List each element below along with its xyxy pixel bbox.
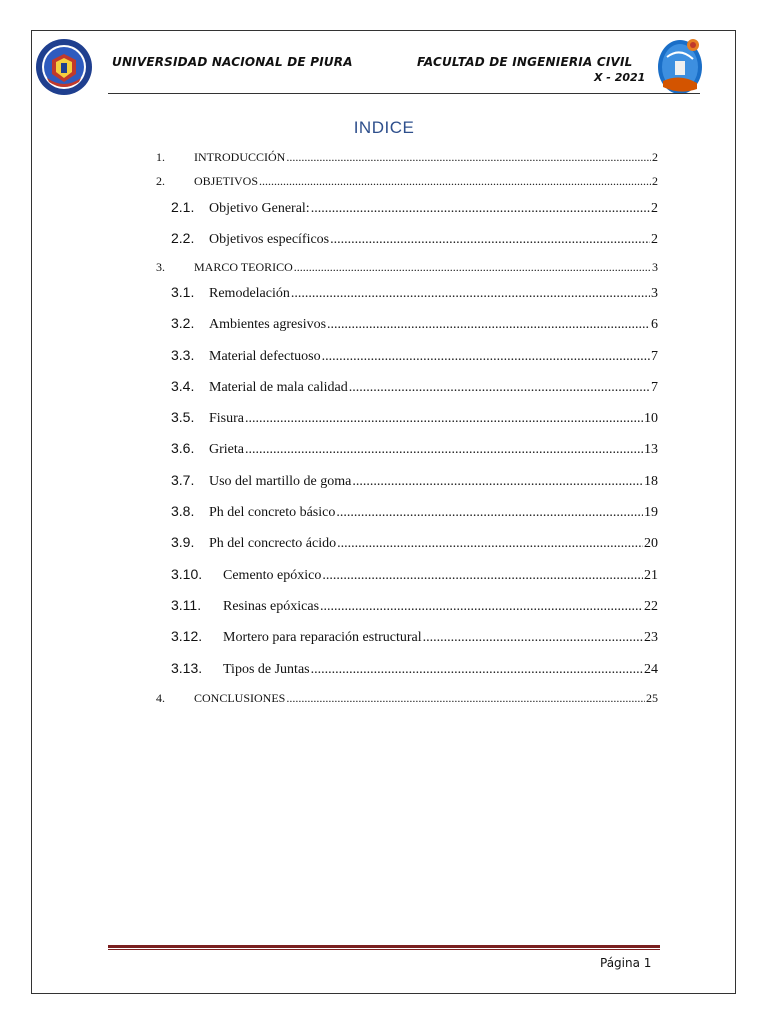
header-rule	[108, 93, 700, 94]
page-number: Página 1	[600, 956, 652, 970]
toc-entry-ambientes-agresivos[interactable]: 3.2. Ambientes agresivos ..... 6	[171, 315, 658, 333]
toc-entry-conclusiones[interactable]: 4. CONCLUSIONES ..... 25	[156, 691, 658, 706]
faculty-name: FACULTAD DE INGENIERIA CIVIL	[417, 55, 633, 69]
academic-period: X - 2021	[594, 71, 646, 84]
faculty-emblem-icon	[657, 37, 703, 95]
toc-entry-grieta[interactable]: 3.6. Grieta ..... 13	[171, 440, 658, 458]
toc-entry-resinas-epoxicas[interactable]: 3.11. Resinas epóxicas ..... 22	[171, 597, 658, 615]
toc-entry-ph-basico[interactable]: 3.8. Ph del concreto básico ..... 19	[171, 503, 658, 521]
toc-entry-mortero-reparacion[interactable]: 3.12. Mortero para reparación estructural ..... 23	[171, 628, 658, 646]
toc-entry-objetivo-general[interactable]: 2.1. Objetivo General: ..... 2	[171, 199, 658, 217]
toc-entry-ph-acido[interactable]: 3.9. Ph del concrecto ácido ..... 20	[171, 534, 658, 552]
toc-entry-material-defectuoso[interactable]: 3.3. Material defectuoso ..... 7	[171, 347, 658, 365]
toc-entry-marco-teorico[interactable]: 3. MARCO TEORICO ..... 3	[156, 260, 658, 275]
toc-entry-fisura[interactable]: 3.5. Fisura ..... 10	[171, 409, 658, 427]
toc-entry-objetivos[interactable]: 2. OBJETIVOS ..... 2	[156, 174, 658, 189]
toc-entry-objetivos-especificos[interactable]: 2.2. Objetivos específicos ..... 2	[171, 230, 658, 248]
university-name: UNIVERSIDAD NACIONAL DE PIURA	[112, 55, 353, 69]
toc-entry-material-mala-calidad[interactable]: 3.4. Material de mala calidad ..... 7	[171, 378, 658, 396]
index-title: INDICE	[353, 118, 415, 137]
toc-entry-introduccion[interactable]: 1. INTRODUCCIÓN ..... 2	[156, 150, 658, 165]
toc-entry-remodelacion[interactable]: 3.1. Remodelación ..... 3	[171, 284, 658, 302]
university-seal-icon	[35, 38, 93, 96]
toc-entry-tipos-juntas[interactable]: 3.13. Tipos de Juntas ..... 24	[171, 660, 658, 678]
toc-entry-cemento-epoxico[interactable]: 3.10. Cemento epóxico ..... 21	[171, 566, 658, 584]
toc-entry-martillo-goma[interactable]: 3.7. Uso del martillo de goma ..... 18	[171, 472, 658, 490]
footer-rule-thin	[108, 949, 660, 950]
footer-rule-thick	[108, 945, 660, 948]
